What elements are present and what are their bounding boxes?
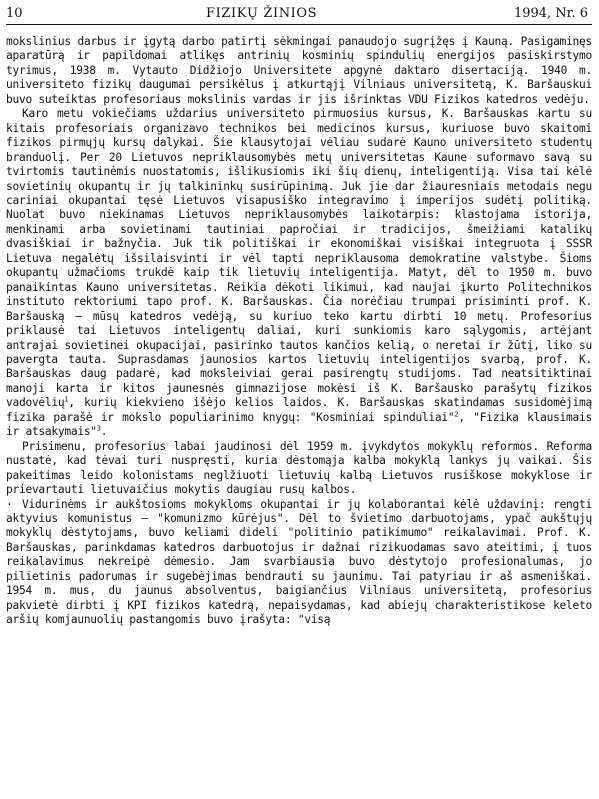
journal-title: FIZIKŲ ŽINIOS xyxy=(206,6,318,21)
article-body xyxy=(6,35,592,628)
paragraph-2-text: Karo metu vokiečiams uždarius universiteto pirmuosius kursus, K. Baršauskas kartu su kitais profesoriais organizavo technikos bei medicinos kursus, kuriuose buvo skaitomi fizikos pirmųjų kursų dalykai. Šie klausytojai vėliau sudarė Kauno universiteto studentų branduolį. Per 20 Lietuvos nepriklausomybės metų universitetas Kaune suformavo savą su tvirtomis tautinėmis nuostatomis, išlikusiomis iki šių dienų, inteligentiją. Visa tai kėlė sovietinių okupantų ir jų talkininkų susirūpinimą. Juk jie dar žiauresniais metodais negu cariniai okupantai tęsė Lietuvos visapusiško integravimo į imperijos sudėtį politiką. Nuolat buvo niekinamas Lietuvos nepriklausomybės laikotarpis: klastojama istorija, menkinami arba sovietinami tautiniai papročiai ir tradicijos, šmeižiami katalikų dvasiškiai ir bažnyčia. Juk tik politiškai ir ekonomiškai visiškai integruota į SSSR Lietuva negalėtų išsilaisvinti ir vėl tapti nepriklausoma demokratine valstybe. Šioms okupantų užmačioms trukdė kaip tik lietuvių inteligentija. Matyt, dėl to 1950 m. buvo panaikintas Kauno universitetas. Reikia dėkoti likimui, kad naujai įkurto Politechnikos instituto rektoriumi tapo prof. K. Baršauskas. Čia norėčiau trumpai prisiminti prof. K. Baršauską – mūsų katedros vedėją, su kuriuo teko kartu dirbti 10 metų. Profesorius priklausė tai Lietuvos inteligentų daliai, kuri sunkiomis karo sąlygomis, artėjant antrajai sovietinei okupacijai, pasirinko tautos kančios kelią, o neretai ir žūtį, liko su pavergta tauta. Suprasdamas jaunosios kartos lietuvių inteligentijos svarbą, prof. K. Baršauskas daug padarė, kad moksleiviai gerai pasirengtų studijoms. Tad neatsitiktinai manoji karta ir kitos jaunesnės gimnazijose mokėsi iš K. Baršausko parašytų fizikos vadovėlių xyxy=(6,107,592,410)
page-number: 10 xyxy=(6,6,23,21)
paragraph-3 xyxy=(6,440,592,498)
paragraph-2-text-cont2: , "Fizika klausimais ir atsakymais" xyxy=(6,410,592,439)
paragraph-1 xyxy=(6,35,592,107)
paragraph-2-text-cont: , kurių kiekvieno išėjo kelios laidos. K. Baršauskas skatindamas susidomėjimą fizika parašė ir mokslo populiarinimo knygų: "Kosminiai spinduliai" xyxy=(6,396,592,424)
paragraph-1-text: mokslinius darbus ir įgytą darbo patirtį sėkmingai panaudojo sugrįžęs į Kauną. Pasigaminęs aparatūrą ir papildomai atlikęs antrinių kosminių spindulių energijos pasiskirstymo tyrimus, 1938 m. Vytauto Didžiojo Universitete apgynė daktaro disertaciją. 1940 m. universiteto fizikų daugumai persikėlus į atkurtąjį Vilniaus universitetą, K. Baršauskui buvo suteiktas profesoriaus mokslinis vardas ir jis išrinktas VDU Fizikos katedros vedėju. xyxy=(6,35,592,106)
paragraph-2 xyxy=(6,107,592,439)
paragraph-4: · Vidurinėms ir aukštosioms mokykloms okupantai ir jų kolaborantai kėlė uždavinį: rengti aktyvius komunistus – "komunizmo kūrėjus". Dėl to švietimo darbuotojams, ypač aukštųjų mokyklų dėstytojams, buvo keliami dideli "politinio patikimumo" reikalavimai. Prof. K. Baršauskas, parinkdamas katedros darbuotojus ir dažnai rizikuodamas savo ateitimi, į tuos reikalavimus nekreipė dėmesio. Jam svarbiausia buvo dėstytojo profesionalumas, jo pilietinis padorumas ir sugebėjimas bendrauti su jaunimu. Tai patyriau ir aš asmeniškai. 1954 m. mus, du jaunus absolventus, baigiančius Vilniaus universitetą, profesorius pakvietė dirbti į KPI fizikos katedrą, nepaisydamas, kad abiejų charakteristikose keleto aršių komjaunuolių pastangomis buvo įrašyta: "visą xyxy=(6,497,592,627)
footnote-ref-2: 2 xyxy=(454,410,459,419)
page-header xyxy=(6,4,592,25)
footnote-ref-1: 1 xyxy=(64,395,69,404)
paragraph-3-text: Prisimenu, profesorius labai jaudinosi dėl 1959 m. įvykdytos mokyklų reformos. Reforma nustatė, kad tėvai turi nuspręsti, kuria dėstomąja kalba mokyklą lankys jų vaikai. Šis pakeitimas leido kolonistams neglžiuoti lietuvių kalbą Lietuvos rusiškose mokyklose ir prievartauti lietuvaičius mokytis daugiau rusų kalbos. xyxy=(6,439,592,497)
document-page xyxy=(6,4,592,794)
footnote-ref-3: 3 xyxy=(96,424,101,433)
issue-label: 1994, Nr. 6 xyxy=(513,6,588,21)
paragraph-2-text-end: . xyxy=(100,425,108,439)
paragraph-4-text: Vidurinėms ir aukštosioms mokykloms okupantai ir jų kolaborantai kėlė uždavinį: rengti aktyvius komunistus – "komunizmo kūrėjus". Dėl to švietimo darbuotojams, ypač aukštųjų mokyklų dėstytojams, buvo keliami dideli "politinio patikimumo" reikalavimai. Prof. K. Baršauskas, parinkdamas katedros darbuotojus ir dažnai rizikuodamas savo ateitimi, į tuos reikalavimus nekreipė dėmesio. Jam svarbiausia buvo dėstytojo profesionalumas, jo pilietinis padorumas ir sugebėjimas bendrauti su jaunimu. Tai patyriau ir aš asmeniškai. 1954 m. mus, du jaunus absolventus, baigiančius Vilniaus universitetą, profesorius pakvietė dirbti į KPI fizikos katedrą, nepaisydamas, kad abiejų charakteristikose keleto aršių komjaunuolių pastangomis buvo įrašyta: "visą xyxy=(6,497,592,627)
